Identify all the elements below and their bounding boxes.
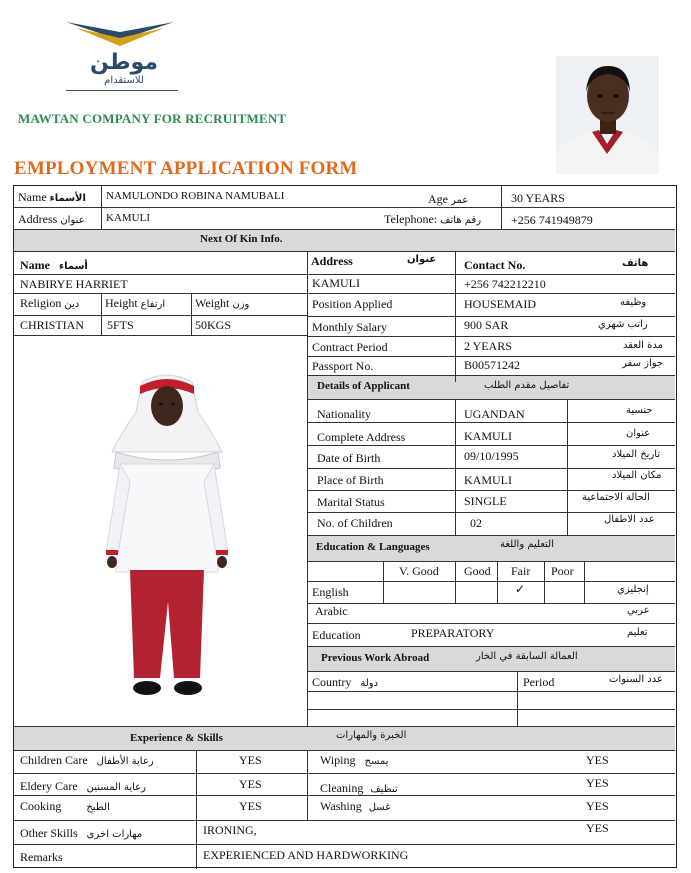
application-form xyxy=(13,185,677,868)
washing-label-ar: غسل xyxy=(368,802,391,813)
salary-label: Monthly Salary xyxy=(312,320,387,334)
washing-value: YES xyxy=(586,799,609,813)
children-care-label-ar: رعاية الأطفال xyxy=(96,756,154,767)
company-name: MAWTAN COMPANY FOR RECRUITMENT xyxy=(18,111,287,126)
applicant-headshot xyxy=(556,56,659,174)
nationality-label: Nationality xyxy=(317,407,371,421)
kin-address-label-ar: عنوان xyxy=(407,254,437,265)
passport-value: B00571242 xyxy=(464,358,521,372)
nationality-value: UGANDAN xyxy=(464,407,525,421)
other-skills-label-ar: مهارات اخرى xyxy=(86,829,143,840)
complete-address-value: KAMULI xyxy=(464,429,512,443)
applicant-age: 30 YEARS xyxy=(511,191,565,205)
address-label-ar: عنوان xyxy=(60,215,85,226)
wiping-label: Wiping xyxy=(320,753,356,767)
telephone-label-ar: رقم هاتف xyxy=(440,215,482,226)
period-label-ar: عدد السنوات xyxy=(609,674,663,685)
pob-value: KAMULI xyxy=(464,473,512,487)
pob-label: Place of Birth xyxy=(317,473,384,487)
other-skills-yes: YES xyxy=(586,821,609,835)
contract-label: Contract Period xyxy=(312,340,388,354)
religion-label: Religion xyxy=(20,296,62,310)
applicant-name: NAMULONDO ROBINA NAMUBALI xyxy=(106,190,285,202)
remarks-label: Remarks xyxy=(20,850,63,864)
cooking-label-ar: الطبخ xyxy=(86,802,110,813)
passport-label: Passport No. xyxy=(312,359,374,373)
applicant-address: KAMULI xyxy=(106,212,150,224)
height-value: 5FTS xyxy=(107,318,134,332)
kin-contact-label-ar: هاتف xyxy=(622,258,649,269)
cooking-label: Cooking xyxy=(20,799,62,813)
position-label-ar: وظيفه xyxy=(620,297,647,308)
cleaning-label-ar: تنظيف xyxy=(370,784,398,795)
next-of-kin-band xyxy=(14,229,675,251)
kin-address: KAMULI xyxy=(312,276,360,290)
cleaning-label: Cleaning xyxy=(320,781,364,795)
logo-underline xyxy=(66,90,178,91)
country-label: Country xyxy=(312,675,352,689)
passport-label-ar: جواز سفر xyxy=(622,358,664,369)
position-label: Position Applied xyxy=(312,297,393,311)
skills-header: Experience & Skills xyxy=(130,732,223,744)
kin-name: NABIRYE HARRIET xyxy=(20,277,128,291)
weight-label: Weight xyxy=(195,296,230,310)
marital-value: SINGLE xyxy=(464,494,507,508)
other-skills-value: IRONING, xyxy=(203,823,257,837)
english-label: English xyxy=(312,585,349,599)
children-label: No. of Children xyxy=(317,516,393,530)
english-fair-check: ✓ xyxy=(515,582,526,596)
position-value: HOUSEMAID xyxy=(464,297,536,311)
details-header-ar: تفاصيل مقدم الطلب xyxy=(484,380,570,391)
children-value: 02 xyxy=(470,516,482,530)
kin-contact-label: Contact No. xyxy=(464,258,526,272)
pob-label-ar: مكان الميلاد xyxy=(612,470,662,481)
children-care-value: YES xyxy=(239,753,262,767)
other-skills-label: Other Skills xyxy=(20,826,78,840)
arabic-label: Arabic xyxy=(315,604,348,618)
next-of-kin-header: Next Of Kin Info. xyxy=(200,233,283,245)
education-value: PREPARATORY xyxy=(411,626,495,640)
education-header: Education & Languages xyxy=(316,541,430,553)
form-title: EMPLOYMENT APPLICATION FORM xyxy=(14,158,358,179)
complete-address-label-ar: عنوان xyxy=(626,428,651,439)
logo-arabic-text: موطن xyxy=(90,50,158,75)
wiping-label-ar: يمسح xyxy=(364,756,389,767)
nationality-label-ar: جنسية xyxy=(626,405,653,416)
dob-value: 09/10/1995 xyxy=(464,449,519,463)
name-label: Name xyxy=(18,190,47,204)
marital-label: Marital Status xyxy=(317,495,385,509)
washing-label: Washing xyxy=(320,799,362,813)
logo-arabic-subtext: للاستقدام xyxy=(104,75,144,86)
height-label-ar: ارتفاع xyxy=(140,299,166,310)
applicant-full-photo xyxy=(102,372,232,708)
address-label: Address xyxy=(18,212,58,226)
work-abroad-header: Previous Work Abroad xyxy=(321,652,430,664)
work-abroad-header-ar: العمالة السابقة في الخار xyxy=(476,651,578,662)
height-label: Height xyxy=(105,296,138,310)
education-label: Education xyxy=(312,628,361,642)
marital-label-ar: الحالة الاجتماعية xyxy=(582,492,650,503)
arabic-label-ar: عربي xyxy=(627,605,650,616)
level-vgood: V. Good xyxy=(399,564,439,578)
religion-value: CHRISTIAN xyxy=(20,318,85,332)
applicant-telephone: +256 741949879 xyxy=(511,213,593,227)
children-care-label: Children Care xyxy=(20,753,88,767)
salary-label-ar: راتب شهري xyxy=(598,319,648,330)
complete-address-label: Complete Address xyxy=(317,430,406,444)
dob-label-ar: تاريخ الميلاد xyxy=(612,449,661,460)
country-label-ar: دولة xyxy=(360,678,379,689)
weight-value: 50KGS xyxy=(195,318,232,332)
telephone-label: Telephone: xyxy=(384,212,438,226)
level-poor: Poor xyxy=(551,564,574,578)
kin-contact: +256 742212210 xyxy=(464,277,546,291)
education-header-ar: التعليم واللغة xyxy=(500,539,554,550)
details-header: Details of Applicant xyxy=(317,380,410,392)
cooking-value: YES xyxy=(239,799,262,813)
level-fair: Fair xyxy=(511,564,531,578)
period-label: Period xyxy=(523,675,555,689)
kin-name-label: Name xyxy=(20,258,50,272)
english-label-ar: إنجليزي xyxy=(617,584,649,595)
education-label-ar: تعليم xyxy=(627,627,648,638)
weight-label-ar: وزن xyxy=(232,299,250,310)
eldery-care-label-ar: رعاية المسنين xyxy=(86,782,146,793)
eldery-care-value: YES xyxy=(239,777,262,791)
level-good: Good xyxy=(464,564,491,578)
eldery-care-label: Eldery Care xyxy=(20,779,78,793)
wiping-value: YES xyxy=(586,753,609,767)
kin-name-label-ar: أسماء xyxy=(59,261,88,272)
children-label-ar: عدد الاطفال xyxy=(604,514,655,525)
cleaning-value: YES xyxy=(586,776,609,790)
kin-address-label: Address xyxy=(311,254,353,268)
skills-header-ar: الخبرة والمهارات xyxy=(336,730,407,741)
contract-value: 2 YEARS xyxy=(464,339,512,353)
name-label-ar: الأسماء xyxy=(49,193,86,204)
dob-label: Date of Birth xyxy=(317,451,381,465)
salary-value: 900 SAR xyxy=(464,318,509,332)
remarks-value: EXPERIENCED AND HARDWORKING xyxy=(203,848,409,862)
age-label-ar: عمر xyxy=(451,195,469,206)
age-label: Age xyxy=(428,192,448,206)
contract-label-ar: مدة العقد xyxy=(623,340,663,351)
religion-label-ar: دين xyxy=(64,299,80,310)
